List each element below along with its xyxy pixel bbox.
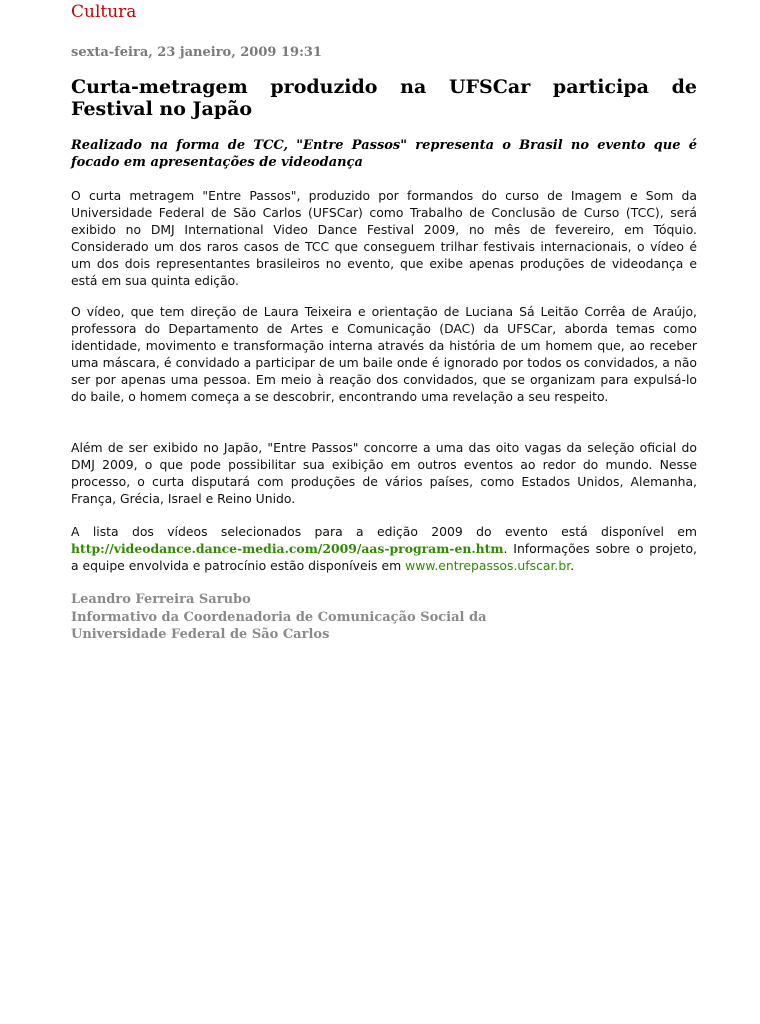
paragraph-text: . <box>570 558 575 573</box>
article-subtitle: Realizado na forma de TCC, "Entre Passos" representa o Brasil no evento que é focado em apresentações de videodança <box>71 138 697 170</box>
body-paragraph-1: O curta metragem "Entre Passos", produzido por formandos do curso de Imagem e Som da Universidade Federal de São Carlos (UFSCar) como Trabalho de Conclusão de Curso (TCC), será exibido no DMJ International Video Dance Festival 2009, no mês de fevereiro, em Tóquio. Considerado um dos raros casos de TCC que conseguem trilhar festivais internacionais, o vídeo é um dos dois representantes brasileiros no evento, que exibe apenas produções de videodança e está em sua quinta edição. <box>71 188 697 288</box>
body-paragraph-2: O vídeo, que tem direção de Laura Teixeira e orientação de Luciana Sá Leitão Corrêa de Araújo, professora do Departamento de Artes e Comunicação (DAC) da UFSCar, aborda temas como identidade, movimento e transformação interna através da história de um homem que, ao receber uma máscara, é convidado a participar de um baile onde é ignorado por todos os convidados, a não ser por apenas uma pessoa. Em meio à reação dos convidados, que se organizam para expulsá-lo do baile, o homem começa a se descobrir, encontrando uma revelação a seu respeito. <box>71 304 697 404</box>
project-site-link[interactable]: www.entrepassos.ufscar.br <box>405 558 571 573</box>
author-department: Informativo da Coordenadoria de Comunicação Social da <box>71 609 487 625</box>
publish-date: sexta-feira, 23 janeiro, 2009 19:31 <box>71 45 322 60</box>
author-institution: Universidade Federal de São Carlos <box>71 627 330 642</box>
program-link[interactable]: http://videodance.dance-media.com/2009/aas-program-en.htm <box>71 541 504 556</box>
section-label: Cultura <box>71 2 137 22</box>
body-paragraph-4 <box>71 523 697 574</box>
author-signature <box>71 591 487 644</box>
paragraph-text: . Informações sobre o projeto, a equipe envolvida e patrocínio estão disponíveis em <box>71 541 697 573</box>
body-paragraph-3: Além de ser exibido no Japão, "Entre Passos" concorre a uma das oito vagas da seleção oficial do DMJ 2009, o que pode possibilitar sua exibição em outros eventos ao redor do mundo. Nesse processo, o curta disputará com produções de vários países, como Estados Unidos, Alemanha, França, Grécia, Israel e Reino Unido. <box>71 440 697 506</box>
article-title: Curta-metragem produzido na UFSCar participa de Festival no Japão <box>71 76 697 120</box>
author-name: Leandro Ferreira Sarubo <box>71 592 251 607</box>
paragraph-text: A lista dos vídeos selecionados para a edição 2009 do evento está disponível em <box>71 524 697 539</box>
